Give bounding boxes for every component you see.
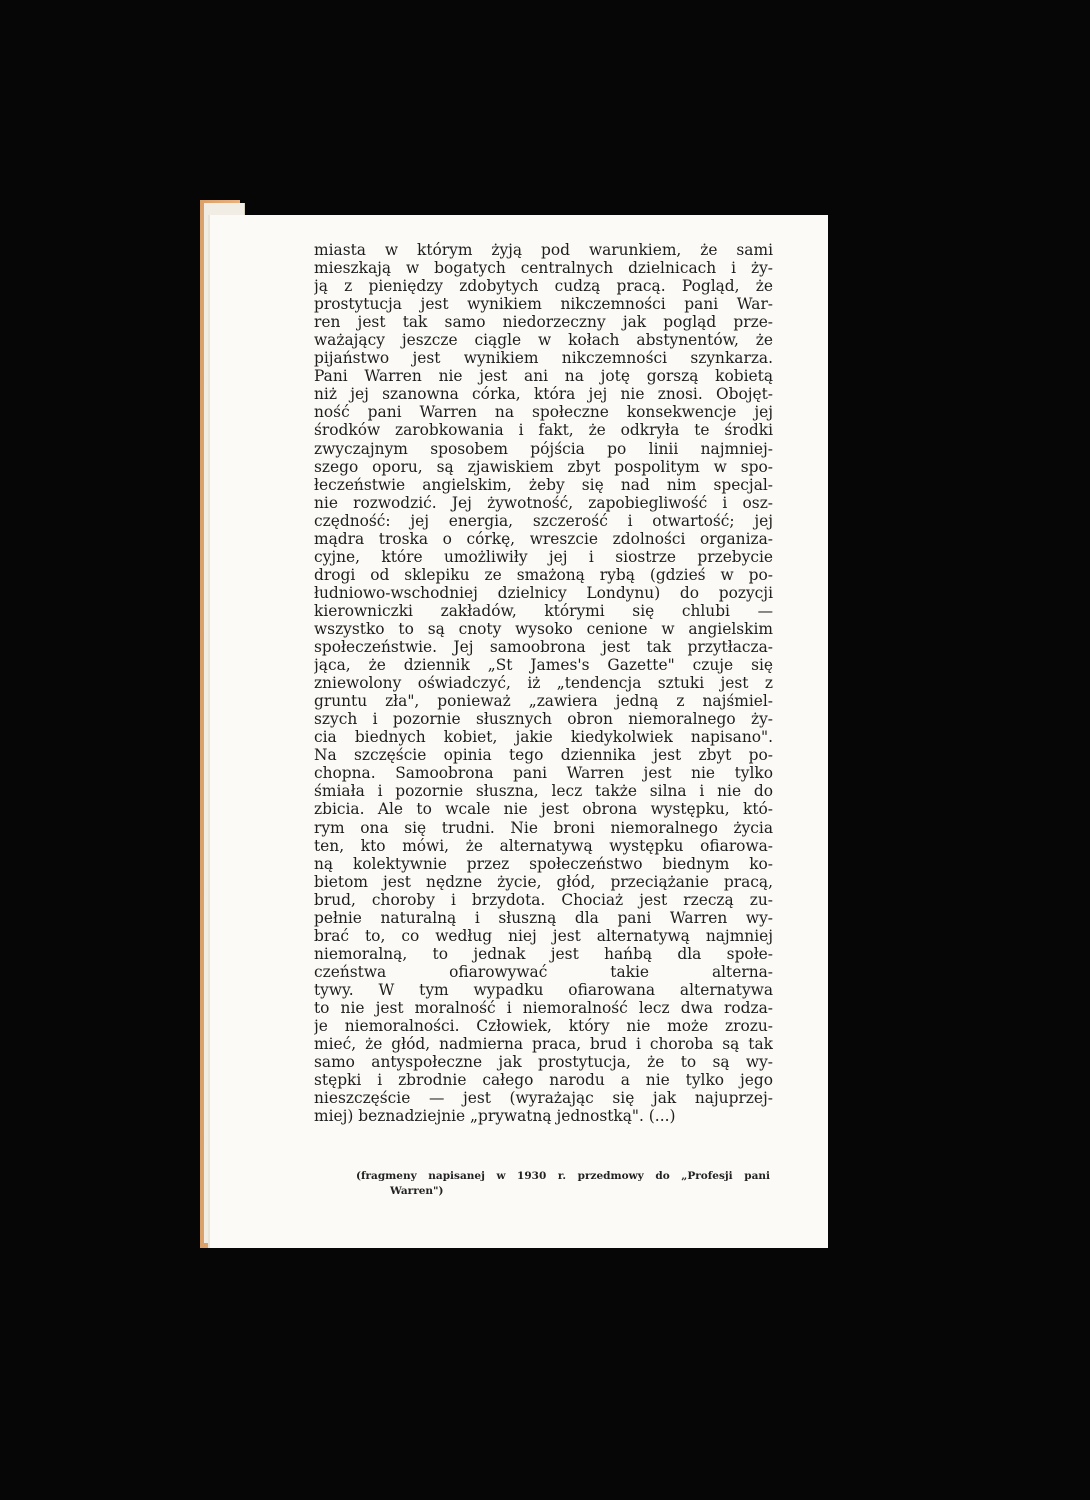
text-line: nieszczęście — jest (wyrażając się jak najuprzej- [314, 1089, 773, 1108]
body-text [314, 241, 773, 1125]
text-line: szych i pozornie słusznych obron niemoralnego ży- [314, 710, 773, 729]
text-line: ność pani Warren na społeczne konsekwencje jej [314, 403, 773, 422]
text-line: stępki i zbrodnie całego narodu a nie tylko jego [314, 1071, 773, 1090]
text-line: jąca, że dziennik „St James's Gazette" czuje się [314, 656, 773, 675]
text-line: Na szczęście opinia tego dziennika jest zbyt po- [314, 746, 773, 765]
text-line: mieć, że głód, nadmierna praca, brud i choroba są tak [314, 1035, 773, 1054]
text-line: Pani Warren nie jest ani na jotę gorszą kobietą [314, 367, 773, 386]
text-line: śmiała i pozornie słuszna, lecz także silna i nie do [314, 782, 773, 801]
text-line: chopna. Samoobrona pani Warren jest nie tylko [314, 764, 773, 783]
text-line: prostytucja jest wynikiem nikczemności pani War- [314, 295, 773, 314]
text-line: mądra troska o córkę, wreszcie zdolności organiza- [314, 529, 773, 548]
text-line: cyjne, które umożliwiły jej i siostrze przebycie [314, 547, 773, 566]
text-line: je niemoralności. Człowiek, który nie może zrozu- [314, 1017, 773, 1036]
text-line: ważający jeszcze ciągle w kołach abstynentów, że [314, 331, 773, 350]
text-line: to nie jest moralność i niemoralność lecz dwa rodza- [314, 998, 773, 1017]
text-line: czędność: jej energia, szczerość i otwartość; jej [314, 511, 773, 530]
text-line: gruntu zła", ponieważ „zawiera jedną z najśmiel- [314, 692, 773, 711]
text-line: ją z pieniędzy zdobytych cudzą pracą. Pogląd, że [314, 277, 773, 296]
footnote-line: Warren") [390, 1185, 444, 1197]
text-line: pijaństwo jest wynikiem nikczemności szynkarza. [314, 349, 773, 368]
text-line: miej) beznadziejnie „prywatną jednostką". (...) [314, 1107, 676, 1126]
text-line: szego oporu, są zjawiskiem zbyt pospolitym w spo- [314, 457, 773, 476]
text-line: wszystko to są cnoty wysoko cenione w angielskim [314, 619, 773, 638]
text-line: niż jej szanowna córka, która jej nie znosi. Obojęt- [314, 385, 773, 404]
text-line: samo antyspołeczne jak prostytucja, że to są wy- [314, 1053, 773, 1072]
text-line: łeczeństwie angielskim, żeby się nad nim specjal- [314, 475, 773, 494]
text-line: drogi od sklepiku ze smażoną rybą (gdzieś w po- [314, 565, 773, 584]
text-line: zbicia. Ale to wcale nie jest obrona występku, któ- [314, 800, 773, 819]
book-page [210, 215, 828, 1248]
text-line: brud, choroby i brzydota. Chociaż jest rzeczą zu- [314, 890, 773, 909]
footnote-line: (fragmeny napisanej w 1930 r. przedmowy do „Profesji pani [356, 1170, 770, 1182]
text-line: bietom jest nędzne życie, głód, przeciążanie pracą, [314, 872, 773, 891]
text-line: łudniowo-wschodniej dzielnicy Londynu) do pozycji [314, 583, 773, 602]
text-line: ną kolektywnie przez społeczeństwo biednym ko- [314, 854, 773, 873]
text-line: brać to, co według niej jest alternatywą najmniej [314, 926, 773, 945]
text-line: niemoralną, to jednak jest hańbą dla społe- [314, 944, 773, 963]
text-line: miasta w którym żyją pod warunkiem, że sami [314, 241, 773, 259]
text-line: cia biednych kobiet, jakie kiedykolwiek napisano". [314, 728, 773, 747]
text-line: mieszkają w bogatych centralnych dzielnicach i ży- [314, 259, 773, 278]
text-line: tywy. W tym wypadku ofiarowana alternatywa [314, 980, 773, 999]
text-line: czeństwa ofiarowywać takie alterna- [314, 962, 773, 981]
text-line: pełnie naturalną i słuszną dla pani Warren wy- [314, 908, 773, 927]
text-line: zwyczajnym sposobem pójścia po linii najmniej- [314, 439, 773, 458]
text-line: ten, kto mówi, że alternatywą występku ofiarowa- [314, 836, 773, 855]
text-line: kierowniczki zakładów, którymi się chlubi — [314, 601, 773, 620]
text-line: ren jest tak samo niedorzeczny jak pogląd prze- [314, 313, 773, 332]
text-line: nie rozwodzić. Jej żywotność, zapobiegliwość i osz- [314, 493, 773, 512]
source-footnote [356, 1169, 770, 1199]
text-line: środków zarobkowania i fakt, że odkryła te środki [314, 421, 773, 440]
text-line: zniewolony oświadczyć, iż „tendencja sztuki jest z [314, 674, 773, 693]
text-line: społeczeństwie. Jej samoobrona jest tak przytłacza- [314, 638, 773, 657]
text-line: rym ona się trudni. Nie broni niemoralnego życia [314, 818, 773, 837]
